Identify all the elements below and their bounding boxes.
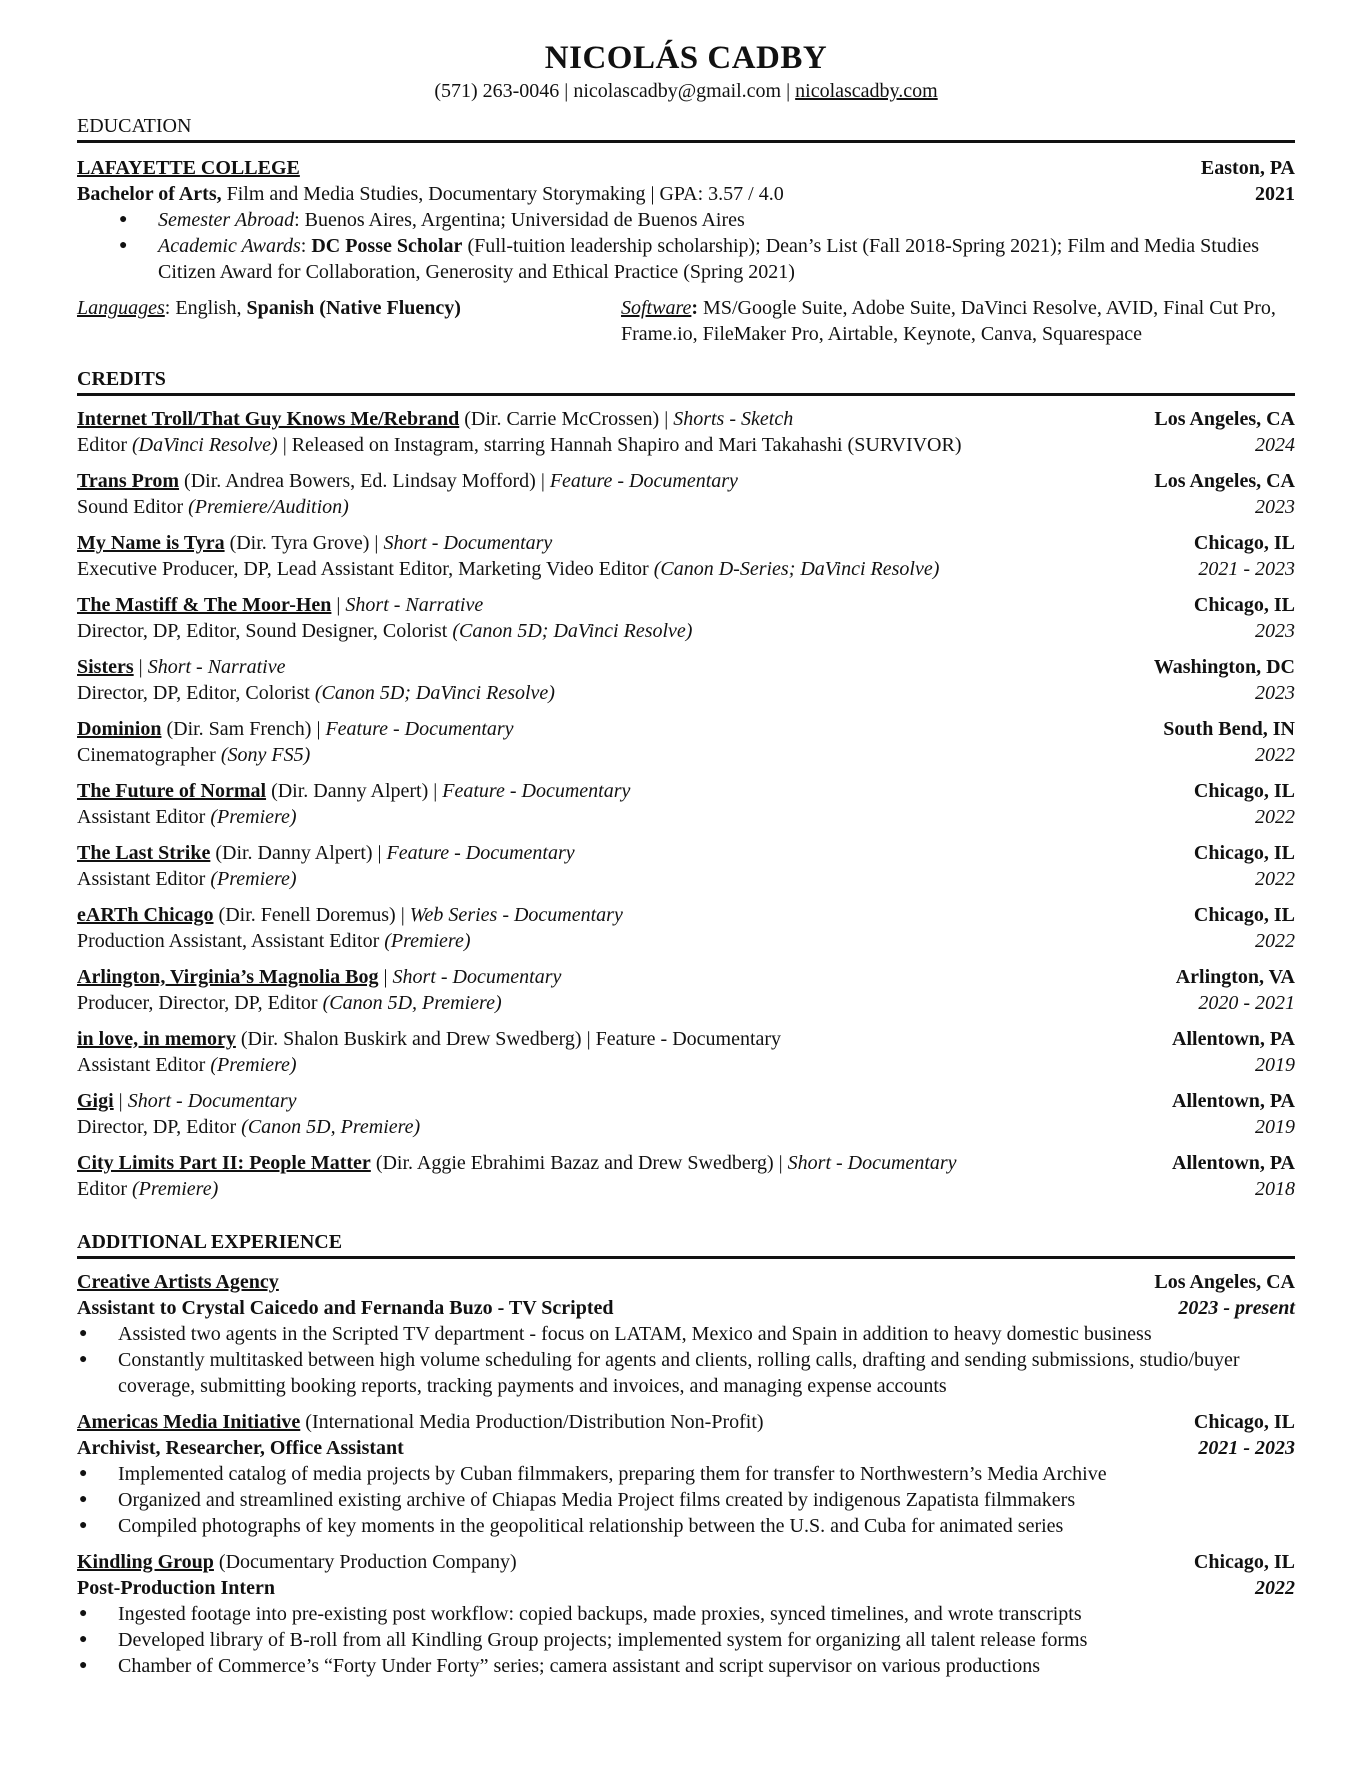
credit-title-line — [77, 964, 1295, 990]
credit-title-line — [77, 592, 1295, 618]
list-item: ● Implemented catalog of media projects by Cuban filmmakers, preparing them for transfer to Northwestern’s Media Archive — [77, 1461, 1295, 1487]
credit-tools: (Premiere) — [210, 868, 297, 890]
experience-bullets — [77, 1461, 1295, 1539]
credit-title: Internet Troll/That Guy Knows Me/Rebrand — [77, 408, 460, 430]
position-title: Archivist, Researcher, Office Assistant — [77, 1437, 404, 1459]
section-title-credits: CREDITS — [77, 368, 166, 390]
credit-director: | — [113, 1090, 128, 1112]
credit-type: Feature - Documentary — [442, 780, 631, 802]
list-item: ● Compiled photographs of key moments in the geopolitical relationship between the U.S. and Cuba for animated series — [77, 1513, 1295, 1539]
credit-entry — [77, 406, 1295, 458]
credit-title: Trans Prom — [77, 470, 180, 492]
credit-type: Web Series - Documentary — [409, 904, 623, 926]
org-location: Los Angeles, CA — [1154, 1271, 1295, 1293]
credit-role-line — [77, 1114, 1295, 1140]
school-line — [77, 155, 1295, 181]
credit-title-line — [77, 778, 1295, 804]
credit-location: Chicago, IL — [1193, 904, 1295, 926]
credit-role: Assistant Editor — [77, 806, 211, 828]
section-rule — [77, 393, 1295, 396]
credit-title-line — [77, 530, 1295, 556]
credit-note: | Released on Instagram, starring Hannah Shapiro and Mari Takahashi (SURVIVOR) — [277, 434, 962, 456]
credit-location: Chicago, IL — [1193, 842, 1295, 864]
phone: (571) 263-0046 — [434, 80, 560, 102]
credit-type: Short - Documentary — [127, 1090, 297, 1112]
credit-entry — [77, 902, 1295, 954]
org-name: Creative Artists Agency — [77, 1271, 279, 1293]
credit-role: Assistant Editor — [77, 868, 211, 890]
credit-role: Sound Editor — [77, 496, 189, 518]
credit-director: (Dir. Danny Alpert) | — [210, 842, 387, 864]
list-item: ● Ingested footage into pre-existing post workflow: copied backups, made proxies, synced timelines, and wrote transcripts — [77, 1601, 1295, 1627]
credit-role: Assistant Editor — [77, 1054, 211, 1076]
credit-type: Feature - Documentary — [549, 470, 738, 492]
credit-role-line — [77, 556, 1295, 582]
credit-entry — [77, 530, 1295, 582]
credit-tools: (DaVinci Resolve) — [132, 434, 278, 456]
credit-role-line — [77, 494, 1295, 520]
credit-director: (Dir. Andrea Bowers, Ed. Lindsay Mofford) | — [179, 470, 550, 492]
list-item: ● Constantly multitasked between high volume scheduling for agents and clients, rolling calls, drafting and sending submissions, studio/buyer coverage, submitting booking reports, tracking payments and invoices, and managing expense accounts — [77, 1347, 1295, 1399]
credit-title: The Future of Normal — [77, 780, 267, 802]
position-title: Post-Production Intern — [77, 1577, 275, 1599]
credit-tools: (Canon 5D; DaVinci Resolve) — [314, 682, 555, 704]
credit-year: 2023 — [1255, 620, 1295, 642]
credit-role-line — [77, 1052, 1295, 1078]
credit-year: 2022 — [1255, 744, 1295, 766]
credit-director: (Dir. Shalon Buskirk and Drew Swedberg) | Feature - Documentary — [235, 1028, 782, 1050]
credit-title-line — [77, 716, 1295, 742]
credit-year: 2018 — [1255, 1178, 1295, 1200]
list-item: ● Chamber of Commerce’s “Forty Under Forty” series; camera assistant and script supervisor on various productions — [77, 1653, 1295, 1679]
education-block — [77, 155, 1295, 347]
software: Software: MS/Google Suite, Adobe Suite, DaVinci Resolve, AVID, Final Cut Pro, Frame.io, FileMaker Pro, Airtable, Keynote, Canva, Squarespace — [621, 297, 1276, 345]
website-link[interactable]: nicolascadby.com — [795, 80, 938, 102]
credit-role-line — [77, 866, 1295, 892]
list-item: ● Assisted two agents in the Scripted TV department - focus on LATAM, Mexico and Spain in addition to heavy domestic business — [77, 1321, 1295, 1347]
credit-title-line — [77, 902, 1295, 928]
org-detail: (Documentary Production Company) — [213, 1551, 517, 1573]
credit-title-line — [77, 1088, 1295, 1114]
credit-title: City Limits Part II: People Matter — [77, 1152, 371, 1174]
credit-title: Sisters — [77, 656, 134, 678]
credit-title: The Last Strike — [77, 842, 211, 864]
credit-tools: (Premiere/Audition) — [188, 496, 349, 518]
credit-year: 2022 — [1255, 806, 1295, 828]
credit-location: Allentown, PA — [1172, 1028, 1295, 1050]
org-name: Kindling Group — [77, 1551, 214, 1573]
credit-title: The Mastiff & The Moor-Hen — [77, 594, 332, 616]
position-dates: 2022 — [1255, 1577, 1295, 1599]
credit-role: Production Assistant, Assistant Editor — [77, 930, 385, 952]
credit-location: Allentown, PA — [1172, 1152, 1295, 1174]
section-title-experience: ADDITIONAL EXPERIENCE — [77, 1231, 343, 1253]
credit-entry — [77, 840, 1295, 892]
credit-title: Gigi — [77, 1090, 114, 1112]
credit-role-line — [77, 618, 1295, 644]
credit-location: Allentown, PA — [1172, 1090, 1295, 1112]
credit-tools: (Canon 5D, Premiere) — [322, 992, 502, 1014]
credit-tools: (Premiere) — [132, 1178, 219, 1200]
credit-title-line — [77, 840, 1295, 866]
credit-location: Washington, DC — [1153, 656, 1295, 678]
credit-role: Editor — [77, 1178, 132, 1200]
contact-line — [77, 78, 1295, 104]
experience-list — [77, 1269, 1295, 1679]
section-rule — [77, 140, 1295, 143]
credit-tools: (Sony FS5) — [220, 744, 311, 766]
credit-location: Arlington, VA — [1175, 966, 1295, 988]
credit-role-line — [77, 804, 1295, 830]
experience-bullets — [77, 1601, 1295, 1679]
credit-tools: (Canon 5D, Premiere) — [241, 1116, 421, 1138]
credit-title-line — [77, 406, 1295, 432]
credit-entry — [77, 778, 1295, 830]
experience-entry — [77, 1269, 1295, 1399]
credit-location: Chicago, IL — [1193, 532, 1295, 554]
position-line — [77, 1435, 1295, 1461]
credit-director: (Dir. Sam French) | — [161, 718, 326, 740]
credit-year: 2021 - 2023 — [1198, 558, 1295, 580]
credit-entry — [77, 716, 1295, 768]
position-line — [77, 1575, 1295, 1601]
credit-type: Short - Narrative — [147, 656, 286, 678]
credit-tools: (Premiere) — [210, 1054, 297, 1076]
credit-title-line — [77, 468, 1295, 494]
credit-role-line — [77, 742, 1295, 768]
credit-type: Feature - Documentary — [325, 718, 514, 740]
languages: Languages: English, Spanish (Native Fluency) — [77, 297, 461, 319]
credits-list — [77, 406, 1295, 1202]
degree: Bachelor of Arts, — [77, 183, 222, 205]
credit-year: 2022 — [1255, 868, 1295, 890]
credit-director: (Dir. Fenell Doremus) | — [213, 904, 410, 926]
credit-role-line — [77, 928, 1295, 954]
credit-title: in love, in memory — [77, 1028, 236, 1050]
org-detail: (International Media Production/Distribution Non-Profit) — [300, 1411, 764, 1433]
org-name: Americas Media Initiative — [77, 1411, 301, 1433]
credit-director: (Dir. Danny Alpert) | — [266, 780, 443, 802]
credit-director: (Dir. Aggie Ebrahimi Bazaz and Drew Swedberg) | — [370, 1152, 788, 1174]
credit-title: My Name is Tyra — [77, 532, 225, 554]
org-line — [77, 1549, 1295, 1575]
credit-location: Los Angeles, CA — [1154, 408, 1295, 430]
credit-entry — [77, 964, 1295, 1016]
section-title-education: EDUCATION — [77, 115, 192, 137]
experience-entry — [77, 1409, 1295, 1539]
credit-entry — [77, 1026, 1295, 1078]
skills-row — [77, 295, 1295, 347]
credit-location: South Bend, IN — [1163, 718, 1295, 740]
resume-content — [77, 0, 1295, 1679]
org-line — [77, 1269, 1295, 1295]
position-title: Assistant to Crystal Caicedo and Fernanda Buzo - TV Scripted — [77, 1297, 614, 1319]
credit-tools: (Canon D-Series; DaVinci Resolve) — [653, 558, 940, 580]
credit-title: Arlington, Virginia’s Magnolia Bog — [77, 966, 379, 988]
separator: | — [781, 80, 796, 102]
credit-role-line — [77, 432, 1295, 458]
credit-role-line — [77, 990, 1295, 1016]
experience-bullets — [77, 1321, 1295, 1399]
credit-year: 2023 — [1255, 496, 1295, 518]
credit-entry — [77, 592, 1295, 644]
credit-director: (Dir. Tyra Grove) | — [224, 532, 384, 554]
credit-year: 2020 - 2021 — [1198, 992, 1295, 1014]
degree-detail: Film and Media Studies, Documentary Storymaking | GPA: 3.57 / 4.0 — [221, 183, 784, 205]
credit-role: Editor — [77, 434, 132, 456]
credit-year: 2019 — [1255, 1116, 1295, 1138]
credit-role: Director, DP, Editor, Colorist — [77, 682, 315, 704]
credit-entry — [77, 1088, 1295, 1140]
credit-type: Short - Narrative — [345, 594, 484, 616]
org-location: Chicago, IL — [1193, 1551, 1295, 1573]
credit-director: | — [331, 594, 346, 616]
credit-type: Feature - Documentary — [386, 842, 575, 864]
credit-location: Los Angeles, CA — [1154, 470, 1295, 492]
credit-director: | — [133, 656, 148, 678]
credit-entry — [77, 654, 1295, 706]
credit-title: Dominion — [77, 718, 162, 740]
credit-type: Short - Documentary — [383, 532, 553, 554]
school-location: Easton, PA — [1200, 157, 1295, 179]
credit-type: Short - Documentary — [392, 966, 562, 988]
position-line — [77, 1295, 1295, 1321]
email: nicolascadby@gmail.com — [573, 80, 782, 102]
credit-type: Short - Documentary — [787, 1152, 957, 1174]
credit-title: eARTh Chicago — [77, 904, 214, 926]
credit-title-line — [77, 1150, 1295, 1176]
credit-role-line — [77, 1176, 1295, 1202]
credit-role: Director, DP, Editor, Sound Designer, Colorist — [77, 620, 453, 642]
school-name: LAFAYETTE COLLEGE — [77, 157, 300, 179]
credit-role: Cinematographer — [77, 744, 221, 766]
list-item: ● Academic Awards: DC Posse Scholar (Full-tuition leadership scholarship); Dean’s List (Fall 2018-Spring 2021); Film and Media Studies Citizen Award for Collaboration, Generosity and Ethical Practice (Spring 2021) — [77, 233, 1295, 285]
credit-type: Shorts - Sketch — [673, 408, 794, 430]
experience-entry — [77, 1549, 1295, 1679]
credit-year: 2024 — [1255, 434, 1295, 456]
credit-year: 2019 — [1255, 1054, 1295, 1076]
credit-role-line — [77, 680, 1295, 706]
education-bullets — [77, 207, 1295, 285]
credit-tools: (Canon 5D; DaVinci Resolve) — [452, 620, 693, 642]
credit-title-line — [77, 1026, 1295, 1052]
candidate-name: NICOLÁS CADBY — [544, 40, 828, 76]
credit-role: Executive Producer, DP, Lead Assistant Editor, Marketing Video Editor — [77, 558, 654, 580]
degree-line — [77, 181, 1295, 207]
credit-role: Producer, Director, DP, Editor — [77, 992, 323, 1014]
credit-title-line — [77, 654, 1295, 680]
list-item: ● Semester Abroad: Buenos Aires, Argentina; Universidad de Buenos Aires — [77, 207, 1295, 233]
org-location: Chicago, IL — [1193, 1411, 1295, 1433]
credit-tools: (Premiere) — [210, 806, 297, 828]
position-dates: 2021 - 2023 — [1198, 1437, 1295, 1459]
credit-entry — [77, 468, 1295, 520]
credit-location: Chicago, IL — [1193, 594, 1295, 616]
section-rule — [77, 1256, 1295, 1259]
separator: | — [559, 80, 574, 102]
list-item: ● Organized and streamlined existing archive of Chiapas Media Project films created by indigenous Zapatista filmmakers — [77, 1487, 1295, 1513]
list-item: ● Developed library of B-roll from all Kindling Group projects; implemented system for organizing all talent release forms — [77, 1627, 1295, 1653]
credit-tools: (Premiere) — [384, 930, 471, 952]
credit-role: Director, DP, Editor — [77, 1116, 242, 1138]
credit-entry — [77, 1150, 1295, 1202]
credit-year: 2022 — [1255, 930, 1295, 952]
graduation-year: 2021 — [1255, 183, 1295, 205]
org-line — [77, 1409, 1295, 1435]
credit-year: 2023 — [1255, 682, 1295, 704]
credit-director: (Dir. Carrie McCrossen) | — [459, 408, 674, 430]
credit-location: Chicago, IL — [1193, 780, 1295, 802]
position-dates: 2023 - present — [1178, 1297, 1295, 1319]
credit-director: | — [378, 966, 393, 988]
